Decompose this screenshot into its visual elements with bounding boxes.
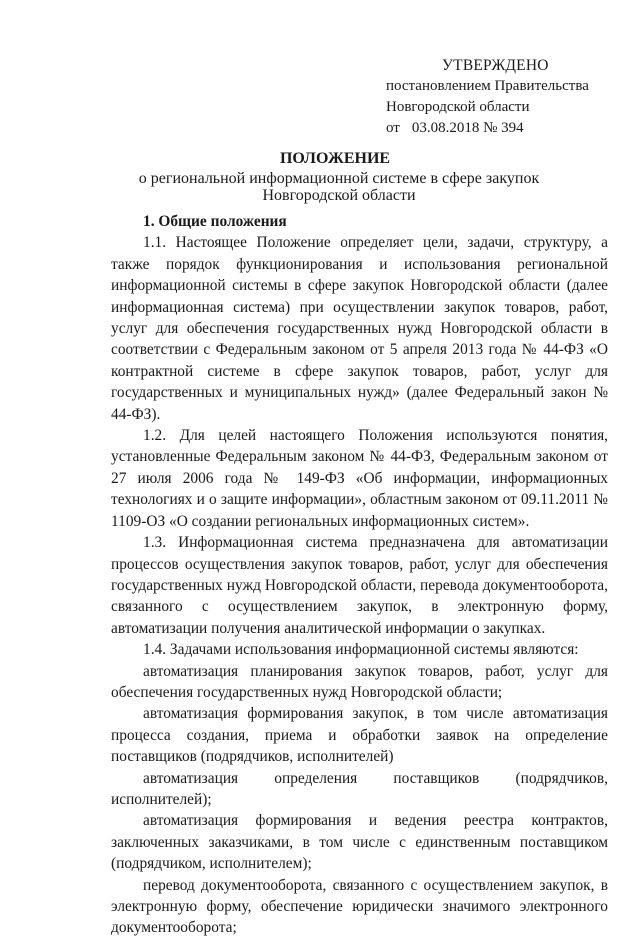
paragraph-1-4: 1.4. Задачами использования информационной системы являются: bbox=[143, 641, 579, 659]
paragraph-1-1: 1.1. Настоящее Положение определяет цели, задачи, структуру, а также порядок функционирования и использования региональной информационной системы в сфере закупок Новгородской области (далее информационная система) при осуществлении закупок товаров, работ, услуг для обеспечения государственных нужд Новгородской области в соответствии с Федеральным законом от 5 апреля 2013 года № 44-ФЗ «О контрактной системе в сфере закупок товаров, работ, услуг для государственных и муниципальных нужд» (далее Федеральный закон № 44-ФЗ). bbox=[111, 234, 608, 423]
task-item: автоматизация определения поставщиков (подрядчиков, исполнителей); bbox=[111, 769, 608, 808]
document-body bbox=[111, 211, 608, 939]
task-item: автоматизация формирования и ведения реестра контрактов, заключенных заказчиками, в том числе с единственным поставщиком (подрядчиком, исполнителем); bbox=[111, 812, 608, 873]
document-title-block bbox=[0, 148, 640, 204]
task-item: автоматизация планирования закупок товаров, работ, услуг для обеспечения государственных нужд Новгородской области; bbox=[111, 662, 608, 701]
approval-stamp bbox=[386, 55, 589, 139]
approval-line-2: Новгородской области bbox=[386, 99, 530, 115]
approval-line-1: постановлением Правительства bbox=[386, 78, 589, 94]
document-title: ПОЛОЖЕНИЕ bbox=[279, 150, 391, 167]
approval-heading: УТВЕРЖДЕНО bbox=[442, 57, 549, 74]
paragraph-1-3: 1.3. Информационная система предназначена для автоматизации процессов осуществления закупок товаров, работ, услуг для обеспечения государственных нужд Новгородской области, перевода документооборота, связанного с осуществлением закупок, в электронную форму, автоматизации получения аналитической информации о закупках. bbox=[111, 534, 608, 637]
task-item: перевод документооборота, связанного с осуществлением закупок, в электронную форму, обеспечение юридически значимого электронного документооборота; bbox=[111, 876, 608, 937]
approval-date-value: 03.08.2018 № 394 bbox=[411, 120, 524, 136]
approval-date-prefix: от bbox=[386, 120, 400, 136]
document-subtitle-line-1: о региональной информационной системе в сфере закупок bbox=[138, 170, 540, 187]
document-subtitle-line-2: Новгородской области bbox=[262, 187, 416, 204]
approval-date-line bbox=[386, 118, 589, 139]
document-subtitle bbox=[38, 170, 640, 204]
task-item: автоматизация формирования закупок, в том числе автоматизация процесса создания, приема и обработки заявок на определение поставщиков (подрядчиков, исполнителей) bbox=[111, 705, 608, 766]
section-heading: 1. Общие положения bbox=[143, 213, 287, 230]
paragraph-1-2: 1.2. Для целей настоящего Положения используются понятия, установленные Федеральным законом № 44-ФЗ, Федеральным законом от 27 июля 2006 года № 149-ФЗ «Об информации, информационных технологиях и о защите информации», областным законом от 09.11.2011 № 1109-ОЗ «О создании региональных информационных систем». bbox=[111, 427, 608, 530]
